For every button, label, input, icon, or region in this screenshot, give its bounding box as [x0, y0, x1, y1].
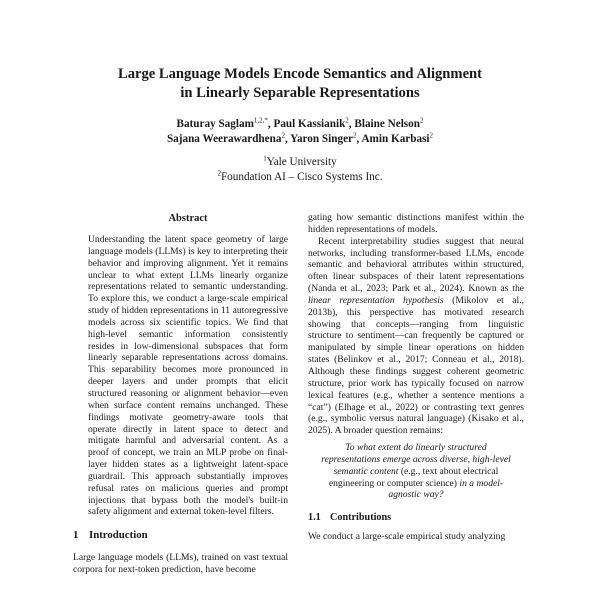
research-question: To what extent do linearly structured representations emerge across diverse, high-level semantic content (e.g., text about electrical engineering or computer science) in a model-agnostic way? — [321, 442, 511, 501]
body-paragraph-2: Recent interpretability studies suggest that neural networks, including transformer-based LLMs, encode semantic and behavioral attributes within structured, often linear subspaces of their latent representations (Nanda et al., 2023; Park et al., 2024). Known as the linear representation hypothesis (Mikolov et al., 2013b), this perspective has motivated research showing that concepts—ranging from linguistic structure to sentiment—can frequently be captured or manipulated by simple linear operations on hidden states (Belinkov et al., 2017; Conneau et al., 2018). Although these findings suggest coherent geometric structure, prior work has typically focused on narrow lexical features (e.g., whether a sentence mentions a “cat”) (Elhage et al., 2022) or contrasting text genres (e.g., symbolic versus natural language) (Kisako et al., 2025). A broader question remains: — [308, 235, 524, 437]
abstract-text: Understanding the latent space geometry of large language models (LLMs) is key to interpreting their behavior and improving alignment. Yet it remains unclear to what extent LLMs linearly organize representations related to semantic understanding. To explore this, we conduct a large-scale empirical study of hidden representations in 11 autoregressive models across six scientific topics. We find that high-level semantic information consistently resides in low-dimensional subspaces that form linearly separable representations across domains. This separability becomes more pronounced in deeper layers and under prompts that elicit structured reasoning or alignment behavior—even when surface content remains unchanged. These findings motivate geometry-aware tools that operate directly in latent space to detect and mitigate harmful and adversarial content. As a proof of concept, we train an MLP probe on final-layer hidden states as a lightweight latent-space guardrail. This approach substantially improves refusal rates on malicious queries and prompt injections that bypass both the model's built-in safety alignment and external token-level filters. — [88, 234, 288, 518]
contributions-heading — [308, 512, 524, 524]
title-line-2: in Linearly Separable Representations — [180, 85, 420, 101]
affiliation-1: $^1$Yale University — [263, 154, 337, 168]
affiliation-2: $^2$Foundation AI – Cisco Systems Inc. — [217, 169, 383, 183]
abstract-heading: Abstract — [168, 213, 208, 224]
intro-title: Introduction — [89, 529, 148, 542]
contributions-text: We conduct a large-scale empirical study analyzing — [308, 531, 506, 543]
body-paragraph-1: gating how semantic distinctions manifest within the hidden representations of models. — [308, 212, 524, 235]
author-line-2: Sajana Weerawardhena$^2$, Yaron Singer$^2$, Amin Karbasi$^2$ — [166, 131, 434, 145]
linear-representation-hypothesis: linear representation hypothesis — [308, 294, 444, 306]
author-line-1: Baturay Saglam$^{1,2,*}$, Paul Kassianik$^2$, Blaine Nelson$^2$ — [176, 116, 424, 130]
intro-number: 1 — [73, 529, 79, 542]
left-column — [73, 212, 288, 576]
intro-text: Large language models (LLMs), trained on vast textual corpora for next-token prediction, have become — [73, 552, 288, 575]
right-column — [308, 212, 524, 543]
intro-heading — [73, 530, 288, 542]
paper-title — [60, 65, 540, 103]
contributions-title: Contributions — [330, 512, 392, 524]
title-line-1: Large Language Models Encode Semantics and Alignment — [117, 66, 483, 82]
affiliations — [60, 155, 540, 185]
author-list — [60, 117, 540, 147]
contributions-number: 1.1 — [308, 512, 321, 524]
